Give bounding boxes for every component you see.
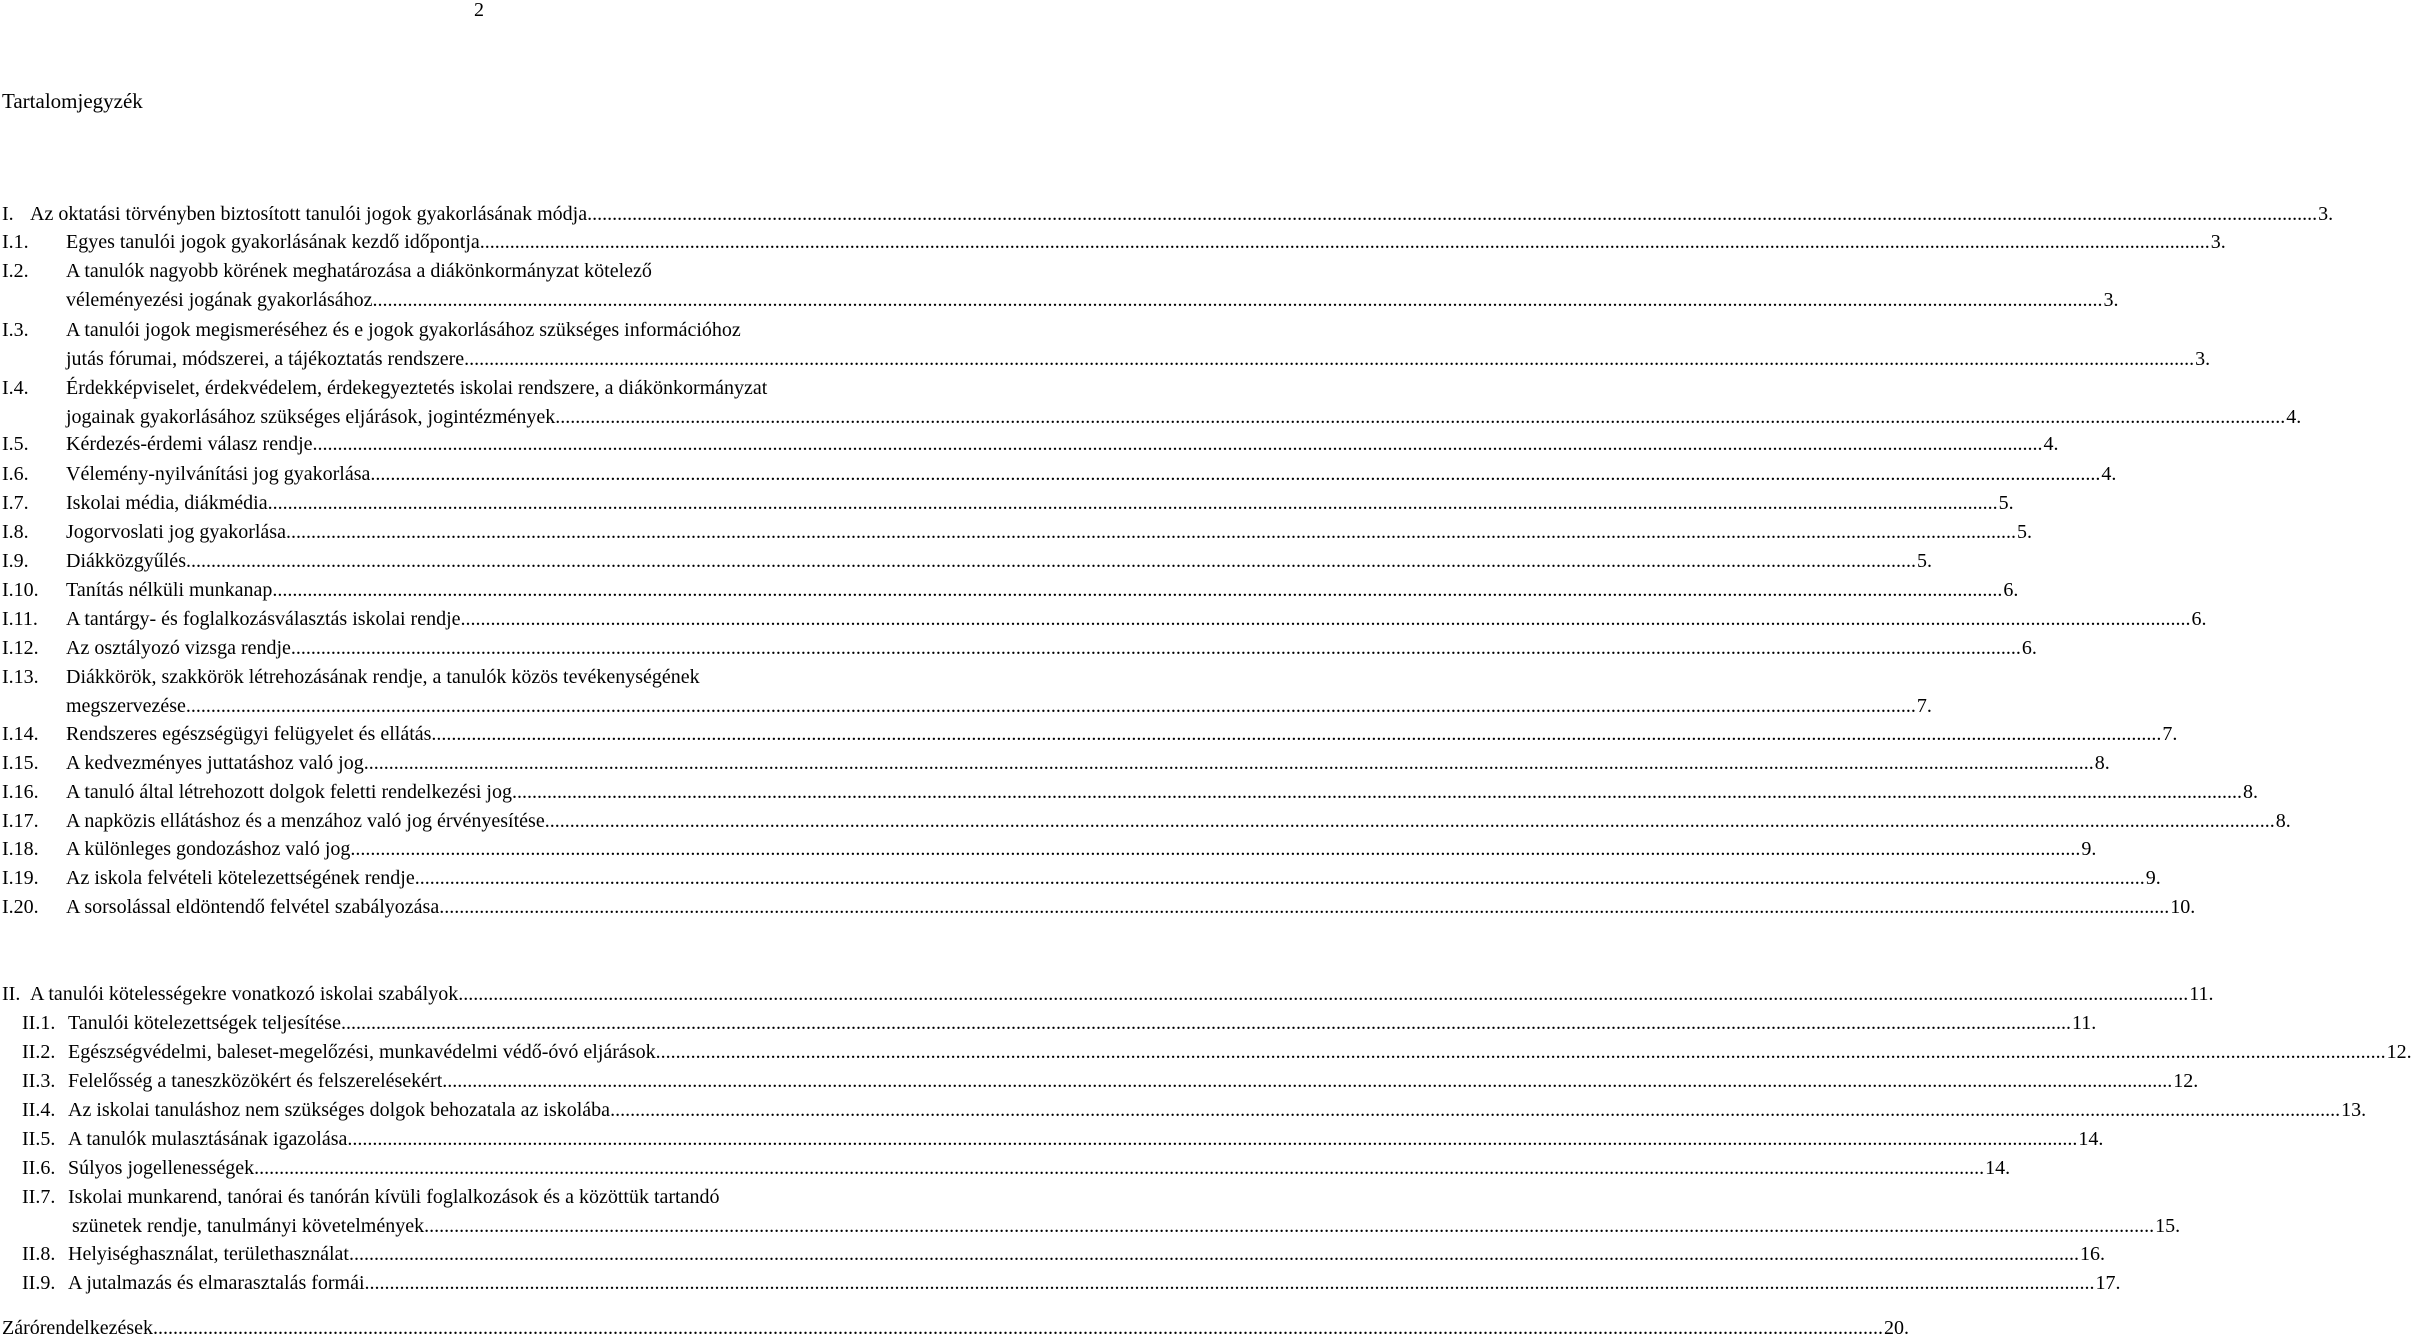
toc-entry-page: 3. <box>2103 289 2119 311</box>
toc-entry-number: I.3. <box>2 319 29 341</box>
toc-entry-page: 8. <box>2242 781 2258 803</box>
toc-entry[interactable] <box>0 1183 2181 1241</box>
dot-leader <box>461 605 2191 634</box>
dot-leader <box>458 980 2188 1009</box>
toc-entry-title: véleményezési jogának gyakorlásához <box>66 289 373 311</box>
toc-entry-page: 4. <box>2101 463 2117 485</box>
toc-entry-line <box>66 489 2014 518</box>
toc-entry[interactable] <box>0 374 2302 432</box>
toc-title: Tartalomjegyzék <box>2 89 143 113</box>
toc-entry-line <box>68 1269 2121 1298</box>
dot-leader <box>555 403 2285 432</box>
toc-entry-line <box>66 345 2211 374</box>
toc-entry-line <box>66 576 2019 605</box>
toc-entry-title: A sorsolással eldöntendő felvétel szabályozása <box>66 896 440 918</box>
toc-entry-page: 9. <box>2145 867 2161 889</box>
toc-entry-line <box>66 893 2196 922</box>
toc-entry-line <box>66 749 2110 778</box>
dot-leader <box>286 518 2016 547</box>
toc-entry-title: Helyiséghasználat, területhasználat <box>68 1243 349 1265</box>
toc-entry-page: 20. <box>1884 1317 1910 1339</box>
toc-entry[interactable] <box>0 576 2019 605</box>
toc-entry-title: Diákkörök, szakkörök létrehozásának rendje, a tanulók közös tevékenységének <box>66 666 700 688</box>
toc-entry[interactable] <box>0 430 2059 459</box>
toc-entry-number: I.2. <box>2 260 29 282</box>
toc-entry-line <box>66 403 2302 432</box>
toc-entry-title: A különleges gondozáshoz való jog <box>66 838 351 860</box>
toc-entry-line <box>66 778 2258 807</box>
toc-entry-number: II.3. <box>22 1070 56 1092</box>
toc-entry[interactable] <box>0 634 2037 663</box>
toc-entry-title: Az oktatási törvényben biztosított tanulói jogok gyakorlásának módja <box>30 203 588 225</box>
toc-entry-title: Felelősség a taneszközökért és felszerelésekért <box>68 1070 443 1092</box>
toc-entry[interactable] <box>0 893 2196 922</box>
toc-entry-number: I.18. <box>2 838 39 860</box>
dot-leader <box>186 692 1916 721</box>
toc-entry-line <box>66 605 2207 634</box>
toc-entry-number: I.13. <box>2 666 39 688</box>
toc-entry-page: 3. <box>2318 203 2334 225</box>
dot-leader <box>365 1269 2095 1298</box>
toc-entry-number: I.5. <box>2 433 29 455</box>
toc-entry-line <box>68 1009 2097 1038</box>
toc-entry-title: Az osztályozó vizsga rendje <box>66 637 291 659</box>
toc-entry[interactable] <box>0 778 2258 807</box>
toc-entry-line <box>66 286 2119 315</box>
toc-entry-title: Vélemény-nyilvánítási jog gyakorlása <box>66 463 371 485</box>
dot-leader <box>439 893 2169 922</box>
toc-entry-title: Rendszeres egészségügyi felügyelet és ellátás <box>66 723 432 745</box>
toc-entry-page: 8. <box>2275 810 2291 832</box>
toc-entry-title: A tanulók mulasztásának igazolása <box>68 1128 348 1150</box>
toc-entry-page: 6. <box>2191 608 2207 630</box>
dot-leader <box>431 720 2161 749</box>
toc-entry[interactable] <box>0 1009 2097 1038</box>
toc-entry-page: 9. <box>2081 838 2097 860</box>
toc-entry[interactable] <box>0 518 2032 547</box>
dot-leader <box>415 864 2145 893</box>
toc-entry[interactable] <box>0 228 2226 257</box>
toc-entry[interactable] <box>0 1067 2199 1096</box>
toc-entry-line <box>66 720 2178 749</box>
toc-entry[interactable] <box>0 1038 2412 1067</box>
toc-entry-number: I.10. <box>2 579 39 601</box>
dot-leader <box>153 1314 1883 1343</box>
toc-entry-page: 14. <box>2078 1128 2104 1150</box>
dot-leader <box>442 1067 2172 1096</box>
toc-entry-line <box>68 1096 2367 1125</box>
toc-entry-page: 5. <box>1916 550 1932 572</box>
toc-entry[interactable] <box>0 460 2117 489</box>
toc-entry[interactable] <box>0 489 2014 518</box>
toc-entry-number: II.5. <box>22 1128 56 1150</box>
dot-leader <box>464 345 2194 374</box>
dot-leader <box>512 778 2242 807</box>
toc-entry-title: A tanuló által létrehozott dolgok feletti rendelkezési jog <box>66 781 512 803</box>
toc-entry-page: 7. <box>2162 723 2178 745</box>
toc-entry[interactable] <box>0 1096 2367 1125</box>
dot-leader <box>545 807 2275 836</box>
toc-entry-title: megszervezése <box>66 695 186 717</box>
toc-entry-number: I.8. <box>2 521 29 543</box>
toc-entry-title: Kérdezés-érdemi válasz rendje <box>66 433 313 455</box>
toc-entry-line <box>30 200 2334 229</box>
toc-entry-number: II.4. <box>22 1099 56 1121</box>
toc-entry[interactable] <box>0 864 2161 893</box>
dot-leader <box>373 286 2103 315</box>
toc-entry-number: I.7. <box>2 492 29 514</box>
page-number: 2 <box>474 0 484 21</box>
toc-entry-title: Tanítás nélküli munkanap <box>66 579 273 601</box>
toc-entry-number: I.1. <box>2 231 29 253</box>
toc-entry-number: II.2. <box>22 1041 56 1063</box>
toc-entry-number: II. <box>2 983 21 1005</box>
toc-entry-page: 11. <box>2189 983 2214 1005</box>
toc-entry-number: II.1. <box>22 1012 56 1034</box>
toc-entry[interactable] <box>0 316 2211 374</box>
toc-entry-page: 13. <box>2341 1099 2367 1121</box>
toc-entry-line <box>68 1154 2011 1183</box>
toc-entry-number: II.9. <box>22 1272 56 1294</box>
dot-leader <box>313 430 2043 459</box>
toc-entry-number: I.19. <box>2 867 39 889</box>
toc-entry-title: Egészségvédelmi, baleset-megelőzési, munkavédelmi védő-óvó eljárások <box>68 1041 656 1063</box>
toc-entry-number: I. <box>2 203 14 225</box>
toc-entry[interactable] <box>0 835 2097 864</box>
toc-entry-line <box>68 1240 2105 1269</box>
toc-entry[interactable] <box>0 200 2334 229</box>
toc-entry-line <box>66 430 2059 459</box>
toc-entry-title: jogainak gyakorlásához szükséges eljárások, jogintézmények <box>66 406 556 428</box>
toc-entry-title: A tanulók nagyobb körének meghatározása a diákönkormányzat kötelező <box>66 260 652 282</box>
dot-leader <box>424 1212 2154 1241</box>
toc-entry-page: 12. <box>2173 1070 2199 1092</box>
dot-leader <box>291 634 2021 663</box>
dot-leader <box>268 489 1998 518</box>
toc-entry-page: 14. <box>1985 1157 2011 1179</box>
toc-entry-page: 6. <box>2003 579 2019 601</box>
toc-entry-title: Az iskola felvételi kötelezettségének rendje <box>66 867 415 889</box>
toc-entry-page: 7. <box>1916 695 1932 717</box>
toc-entry-line <box>66 228 2226 257</box>
toc-entry-number: II.8. <box>22 1243 56 1265</box>
toc-entry-title: jutás fórumai, módszerei, a tájékoztatás rendszere <box>66 348 465 370</box>
toc-entry[interactable] <box>0 980 2214 1009</box>
toc-entry-page: 17. <box>2095 1272 2121 1294</box>
toc-entry-title: Iskolai média, diákmédia <box>66 492 268 514</box>
toc-entry-number: I.4. <box>2 377 29 399</box>
toc-entry-line <box>68 1067 2199 1096</box>
toc-entry[interactable] <box>0 663 1932 721</box>
toc-entry-title: Súlyos jogellenességek <box>68 1157 255 1179</box>
toc-entry[interactable] <box>0 1240 2105 1269</box>
toc-entry-line <box>2 1314 1910 1343</box>
toc-entry-title: Az iskolai tanuláshoz nem szükséges dolgok behozatala az iskolába <box>68 1099 611 1121</box>
toc-entry[interactable] <box>0 1314 1910 1343</box>
toc-entry-title: Diákközgyűlés <box>66 550 186 572</box>
dot-leader <box>272 576 2002 605</box>
toc-entry-line <box>68 1125 2104 1154</box>
toc-entry-number: I.12. <box>2 637 39 659</box>
dot-leader <box>610 1096 2340 1125</box>
toc-entry-number: II.7. <box>22 1186 56 1208</box>
toc-entry-page: 4. <box>2286 406 2302 428</box>
toc-entry-line <box>66 547 1932 576</box>
toc-entry-page: 3. <box>2210 231 2226 253</box>
toc-entry-title: A kedvezményes juttatáshoz való jog <box>66 752 364 774</box>
toc-entry-title: A tanulói jogok megismeréséhez és e jogok gyakorlásához szükséges információhoz <box>66 319 741 341</box>
toc-entry-title: szünetek rendje, tanulmányi követelmények <box>72 1215 425 1237</box>
toc-entry-page: 5. <box>2016 521 2032 543</box>
toc-entry-number: I.15. <box>2 752 39 774</box>
toc-entry-page: 5. <box>1998 492 2014 514</box>
toc-entry-number: I.20. <box>2 896 39 918</box>
toc-entry-number: I.17. <box>2 810 39 832</box>
toc-entry[interactable] <box>0 807 2291 836</box>
toc-entry-title: Egyes tanulói jogok gyakorlásának kezdő időpontja <box>66 231 480 253</box>
toc-entry-page: 4. <box>2043 433 2059 455</box>
toc-entry-line <box>66 460 2117 489</box>
dot-leader <box>350 835 2080 864</box>
toc-entry-title: A tantárgy- és foglalkozásválasztás iskolai rendje <box>66 608 461 630</box>
dot-leader <box>349 1240 2079 1269</box>
toc-entry-line <box>66 518 2032 547</box>
dot-leader <box>587 200 2317 229</box>
dot-leader <box>186 547 1916 576</box>
toc-entry-title: A jutalmazás és elmarasztalás formái <box>68 1272 365 1294</box>
dot-leader <box>656 1038 2386 1067</box>
toc-entry-number: II.6. <box>22 1157 56 1179</box>
dot-leader <box>364 749 2094 778</box>
toc-entry-page: 10. <box>2170 896 2196 918</box>
toc-entry-page: 15. <box>2155 1215 2181 1237</box>
toc-entry-line <box>68 1038 2412 1067</box>
toc-entry-title: Érdekképviselet, érdekvédelem, érdekegyeztetés iskolai rendszere, a diákönkormányzat <box>66 377 768 399</box>
toc-entry-number: I.9. <box>2 550 29 572</box>
toc-entry-page: 12. <box>2386 1041 2412 1063</box>
toc-entry[interactable] <box>0 1154 2011 1183</box>
toc-entry-line <box>66 634 2037 663</box>
toc-entry-page: 16. <box>2080 1243 2105 1265</box>
toc-entry-page: 6. <box>2021 637 2037 659</box>
dot-leader <box>347 1125 2077 1154</box>
toc-entry-page: 8. <box>2094 752 2110 774</box>
toc-entry[interactable] <box>0 1269 2121 1298</box>
toc-entry-page: 3. <box>2195 348 2211 370</box>
toc-entry-title: Iskolai munkarend, tanórai és tanórán kívüli foglalkozások és a közöttük tartandó <box>68 1186 720 1208</box>
dot-leader <box>254 1154 1984 1183</box>
dot-leader <box>480 228 2210 257</box>
toc-entry-title: Tanulói kötelezettségek teljesítése <box>68 1012 341 1034</box>
toc-entry-title: A tanulói kötelességekre vonatkozó iskolai szabályok <box>30 983 459 1005</box>
toc-entry-number: I.16. <box>2 781 39 803</box>
toc-entry-title: A napközis ellátáshoz és a menzához való jog érvényesítése <box>66 810 545 832</box>
toc-entry-line <box>66 835 2097 864</box>
toc-entry[interactable] <box>0 605 2207 634</box>
toc-entry-page: 11. <box>2071 1012 2097 1034</box>
toc-entry-title: Zárórendelkezések <box>2 1317 154 1339</box>
toc-entry-title: Jogorvoslati jog gyakorlása <box>66 521 286 543</box>
dot-leader <box>370 460 2100 489</box>
toc-entry[interactable] <box>0 1125 2104 1154</box>
toc-entry-line <box>66 692 1932 721</box>
toc-entry-number: I.11. <box>2 608 38 630</box>
toc-entry-number: I.14. <box>2 723 39 745</box>
toc-entry[interactable] <box>0 547 1932 576</box>
toc-entry-line <box>30 980 2214 1009</box>
toc-entry-line <box>72 1212 2181 1241</box>
toc-entry-number: I.6. <box>2 463 29 485</box>
toc-entry-line <box>66 864 2161 893</box>
toc-entry[interactable] <box>0 257 2119 315</box>
dot-leader <box>341 1009 2071 1038</box>
toc-entry-line <box>66 807 2291 836</box>
toc-entry[interactable] <box>0 749 2110 778</box>
toc-entry[interactable] <box>0 720 2178 749</box>
